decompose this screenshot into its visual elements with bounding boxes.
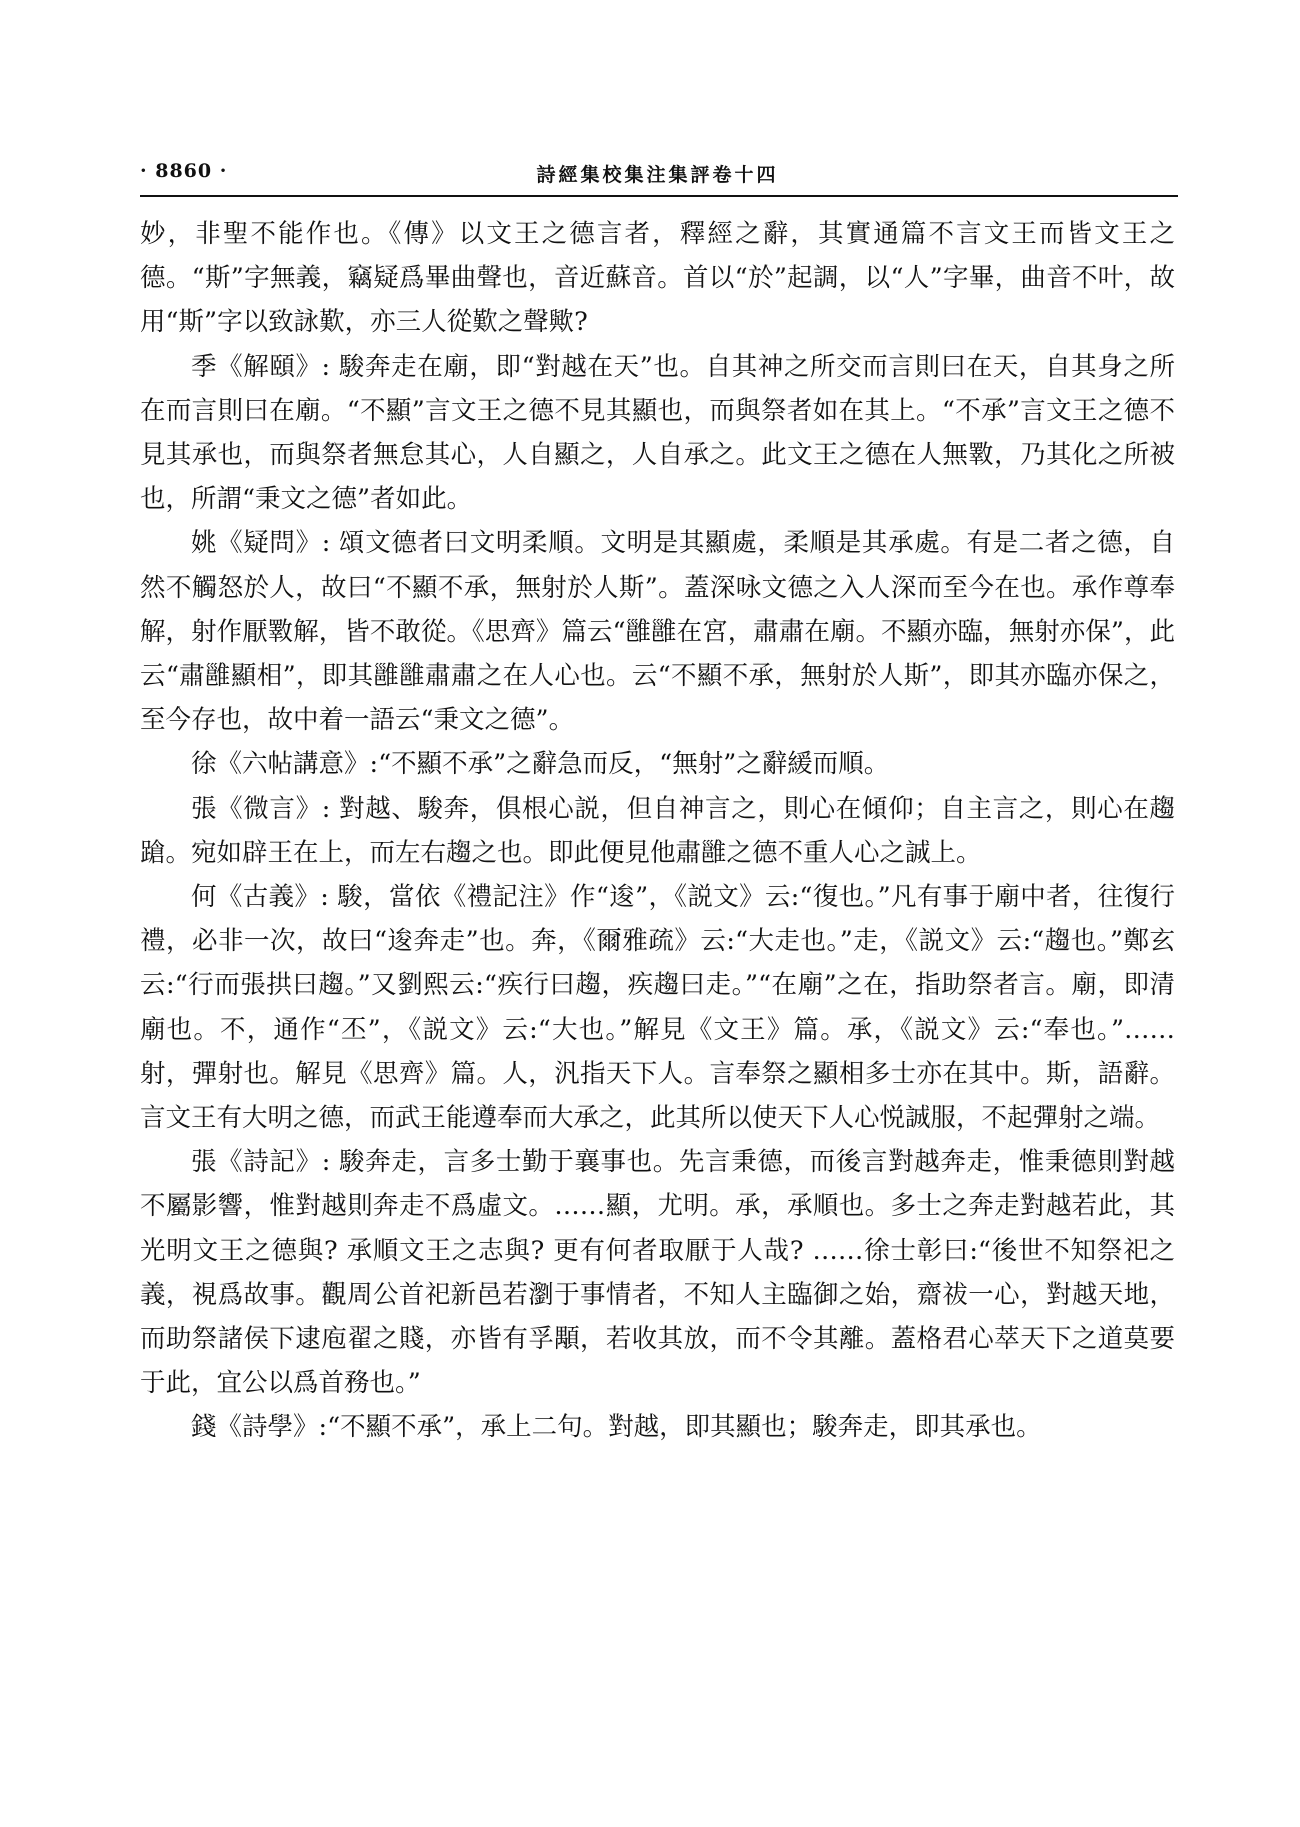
body-text (140, 212, 1175, 1450)
paragraph: 張《詩記》: 駿奔走，言多士勤于襄事也。先言秉德，而後言對越奔走，惟秉德則對越不屬影響，惟對越則奔走不爲虛文。……顯，尤明。承，承順也。多士之奔走對越若此，其光明文王之德與? 承順文王之志與? 更有何者取厭于人哉? ……徐士彰曰:“後世不知祭祀之義，視爲故事。觀周公首祀新邑若瀏于事情者，不知人主臨御之始，齋祓一心，對越天地，而助祭諸侯下逮庖翟之賤，亦皆有孚顒，若收其放，而不令其離。蓋格君心萃天下之道莫要于此，宜公以爲首務也。” (140, 1147, 1175, 1399)
page-number: · 8860 · (140, 160, 228, 182)
running-title: 詩經集校集注集評卷十四 (536, 164, 779, 186)
paragraph: 季《解頤》: 駿奔走在廟，即“對越在天”也。自其神之所交而言則曰在天，自其身之所在而言則曰在廟。“不顯”言文王之德不見其顯也，而與祭者如在其上。“不承”言文王之德不見其承也，而與祭者無怠其心，人自顯之，人自承之。此文王之德在人無斁，乃其化之所被也，所謂“秉文之德”者如此。 (140, 351, 1175, 515)
paragraph: 徐《六帖講意》:“不顯不承”之辭急而反，“無射”之辭緩而順。 (191, 749, 890, 780)
paragraph: 何《古義》: 駿，當依《禮記注》作“逡”，《説文》云:“復也。”凡有事于廟中者，往復行禮，必非一次，故曰“逡奔走”也。奔，《爾雅疏》云:“大走也。”走，《説文》云:“趨也。”鄭玄云:“行而張拱曰趨。”又劉熙云:“疾行曰趨，疾趨曰走。”“在廟”之在，指助祭者言。廟，即清廟也。不，通作“丕”，《説文》云:“大也。”解見《文王》篇。承，《説文》云:“奉也。”……射，彈射也。解見《思齊》篇。人，汎指天下人。言奉祭之顯相多士亦在其中。斯，語辭。言文王有大明之德，而武王能遵奉而大承之，此其所以使天下人心悦誠服，不起彈射之端。 (140, 882, 1175, 1134)
paragraph: 妙，非聖不能作也。《傳》以文王之德言者，釋經之辭，其實通篇不言文王而皆文王之德。“斯”字無義，竊疑爲畢曲聲也，音近蘇音。首以“於”起調，以“人”字畢，曲音不叶，故用“斯”字以致詠歎，亦三人從歎之聲歟? (140, 219, 1175, 338)
paragraph: 錢《詩學》:“不顯不承”，承上二句。對越，即其顯也；駿奔走，即其承也。 (191, 1412, 1042, 1443)
paragraph: 姚《疑問》: 頌文德者曰文明柔順。文明是其顯處，柔順是其承處。有是二者之德，自然不觸怒於人，故曰“不顯不承，無射於人斯”。蓋深咏文德之入人深而至今在也。承作尊奉解，射作厭斁解，皆不敢從。《思齊》篇云“雝雝在宮，肅肅在廟。不顯亦臨，無射亦保”，此云“肅雝顯相”，即其雝雝肅肅之在人心也。云“不顯不承，無射於人斯”，即其亦臨亦保之，至今存也，故中着一語云“秉文之德”。 (140, 528, 1175, 736)
header-rule (140, 195, 1178, 197)
page-header (140, 160, 1175, 194)
paragraph: 張《微言》: 對越、駿奔，俱根心説，但自神言之，則心在傾仰；自主言之，則心在趨蹌。宛如辟王在上，而左右趨之也。即此便見他肅雝之德不重人心之誠上。 (140, 793, 1175, 868)
